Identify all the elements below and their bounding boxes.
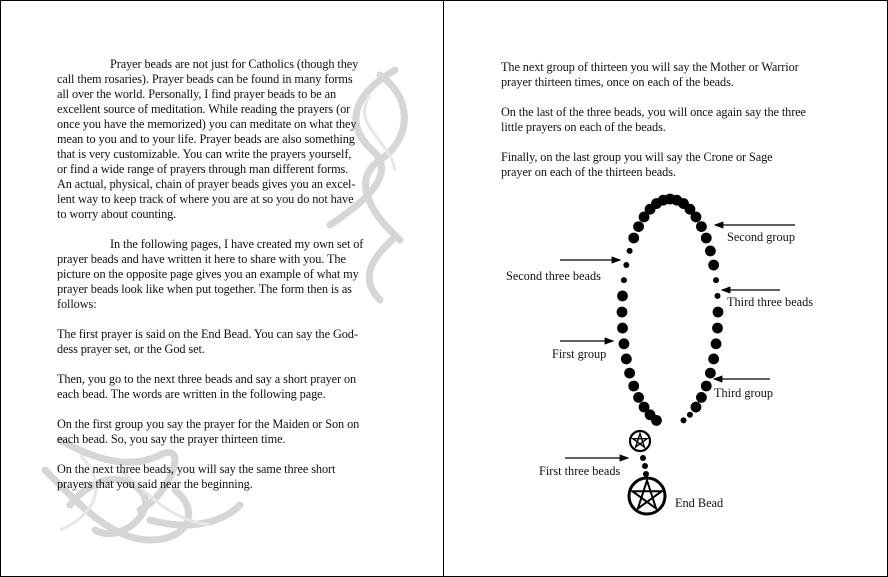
bead (619, 338, 630, 349)
bead (691, 212, 702, 223)
label-first-three-beads: First three beads (539, 464, 621, 478)
label-third-group: Third group (714, 386, 774, 400)
bead-chain (617, 194, 724, 514)
end-bead-pentacle (629, 478, 665, 514)
paragraph-next-three: Then, you go to the next three beads and say a short prayer on each bead. The words are written in the following page. (57, 372, 357, 401)
arrows (560, 225, 795, 458)
label-first-group: First group (552, 347, 607, 361)
tail-bead (640, 455, 646, 461)
bead (623, 262, 629, 268)
bead (712, 323, 723, 334)
tail-bead (642, 463, 648, 469)
bead (696, 221, 707, 232)
bead (713, 307, 724, 318)
bead (711, 338, 722, 349)
bead (713, 277, 719, 283)
bead (687, 412, 693, 418)
bead (624, 368, 635, 379)
bead (705, 246, 716, 257)
bead (617, 291, 628, 302)
label-second-group: Second group (727, 230, 795, 244)
bead (633, 392, 644, 403)
bead (696, 392, 707, 403)
paragraph-intro: Prayer beads are not just for Catholics (though they call them rosaries). Prayer beads can be found in many forms all over the world. Personally, I find prayer beads to be an excellent source of meditation. While reading the prayers (or once you have the memorized) you can meditate on what they mean to you and to your life. Prayer beads are also something that is very customizable. You can write the prayers yourself, or find a wide range of prayers through man different forms. An actual, physical, chain of prayer beads gives you an excel- lent way to keep track of where you are at so you do not have to worry about counting. (57, 57, 359, 221)
bead (658, 195, 669, 206)
bead (701, 233, 712, 244)
paragraph-next-three-beads: On the next three beads, you will say the same three short prayers that you said near the beginning. (57, 462, 336, 491)
bead (691, 402, 702, 413)
paragraph-end-bead: The first prayer is said on the End Bead. You can say the God- dess prayer set, or the God set. (57, 327, 358, 356)
tail-bead (643, 471, 649, 477)
bead (701, 381, 712, 392)
paragraph-last-three: On the last of the three beads, you will once again say the three little prayers on each of the beads. (501, 105, 806, 134)
label-second-three-beads: Second three beads (506, 269, 601, 283)
bead (617, 323, 628, 334)
label-third-three-beads: Third three beads (727, 295, 814, 309)
bead (617, 307, 628, 318)
join-pentacle-bead (630, 431, 650, 451)
paragraph-first-group: On the first group you say the prayer for the Maiden or Son on each bead. So, you say the prayer thirteen time. (57, 417, 360, 446)
label-end-bead: End Bead (675, 496, 724, 510)
bead (628, 233, 639, 244)
bead (621, 354, 632, 365)
paragraph-following-pages: In the following pages, I have created my own set of prayer beads and have written it here to share with you. The picture on the opposite page gives you an example of what my prayer beads look like when put together. The form then is as follows: (57, 237, 364, 311)
bead (681, 417, 687, 423)
bead (633, 221, 644, 232)
bead (621, 277, 627, 283)
bead (715, 293, 721, 299)
bead (708, 354, 719, 365)
bead (705, 368, 716, 379)
bead (628, 381, 639, 392)
paragraph-mother-warrior: The next group of thirteen you will say the Mother or Warrior prayer thirteen times, once on each of the beads. (501, 60, 799, 89)
bead (627, 248, 633, 254)
paragraph-crone-sage: Finally, on the last group you will say the Crone or Sage prayer on each of the thirteen beads. (501, 150, 773, 179)
bead (708, 260, 719, 271)
bead (639, 402, 650, 413)
